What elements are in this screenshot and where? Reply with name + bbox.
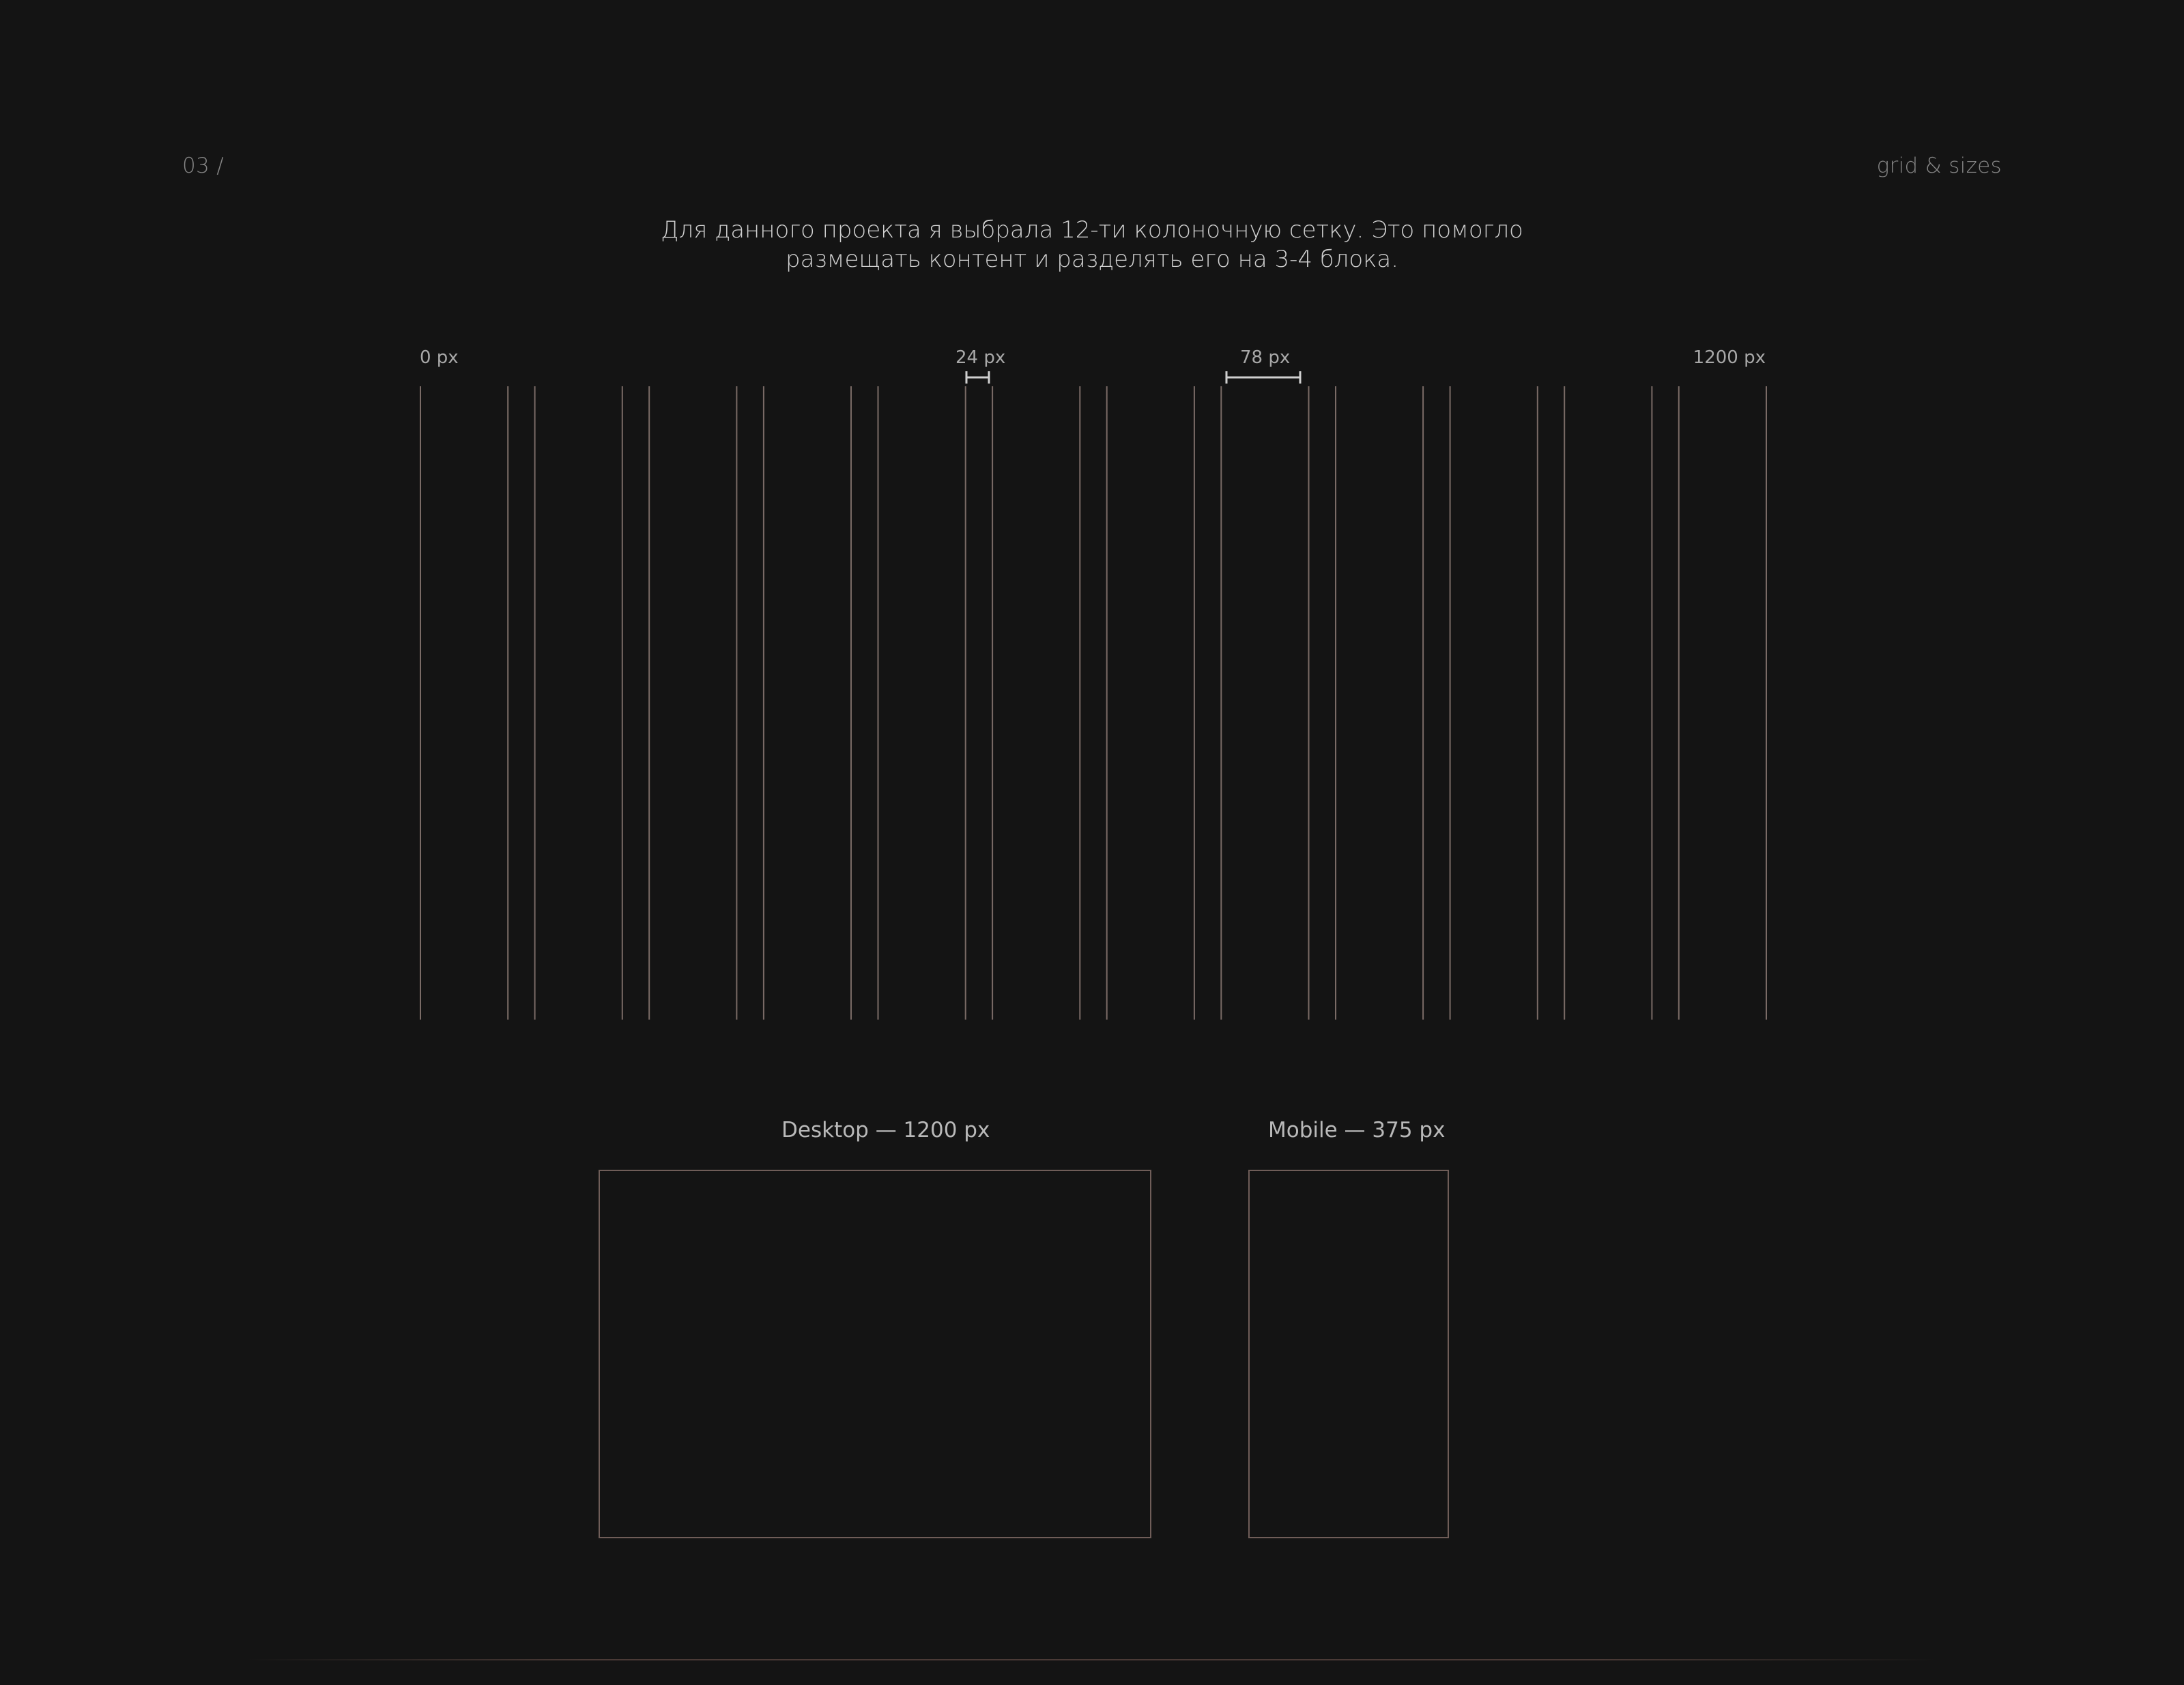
- bottom-divider: [246, 1659, 1938, 1660]
- grid-label-gutter: 24 px: [956, 347, 1006, 368]
- intro-line-2: размещать контент и разделять его на 3-4 блока.: [786, 246, 1398, 273]
- grid-label-end: 1200 px: [1693, 347, 1766, 368]
- desktop-label: Desktop — 1200 px: [781, 1118, 990, 1142]
- intro-line-1: Для данного проекта я выбрала 12-ти колоночную сетку. Это помогло: [661, 216, 1523, 244]
- mobile-label: Mobile — 375 px: [1268, 1118, 1446, 1142]
- grid-label-start: 0 px: [420, 347, 459, 368]
- column-measure: [1226, 371, 1300, 384]
- gutter-measure: [966, 371, 989, 384]
- mobile-frame: [1248, 1170, 1449, 1538]
- page-number: 03 /: [182, 154, 224, 178]
- desktop-frame: [599, 1170, 1151, 1538]
- section-title: grid & sizes: [1876, 154, 2002, 178]
- intro-text: [614, 216, 1570, 274]
- grid-label-column: 78 px: [1240, 347, 1291, 368]
- grid-lines: [420, 386, 1766, 1020]
